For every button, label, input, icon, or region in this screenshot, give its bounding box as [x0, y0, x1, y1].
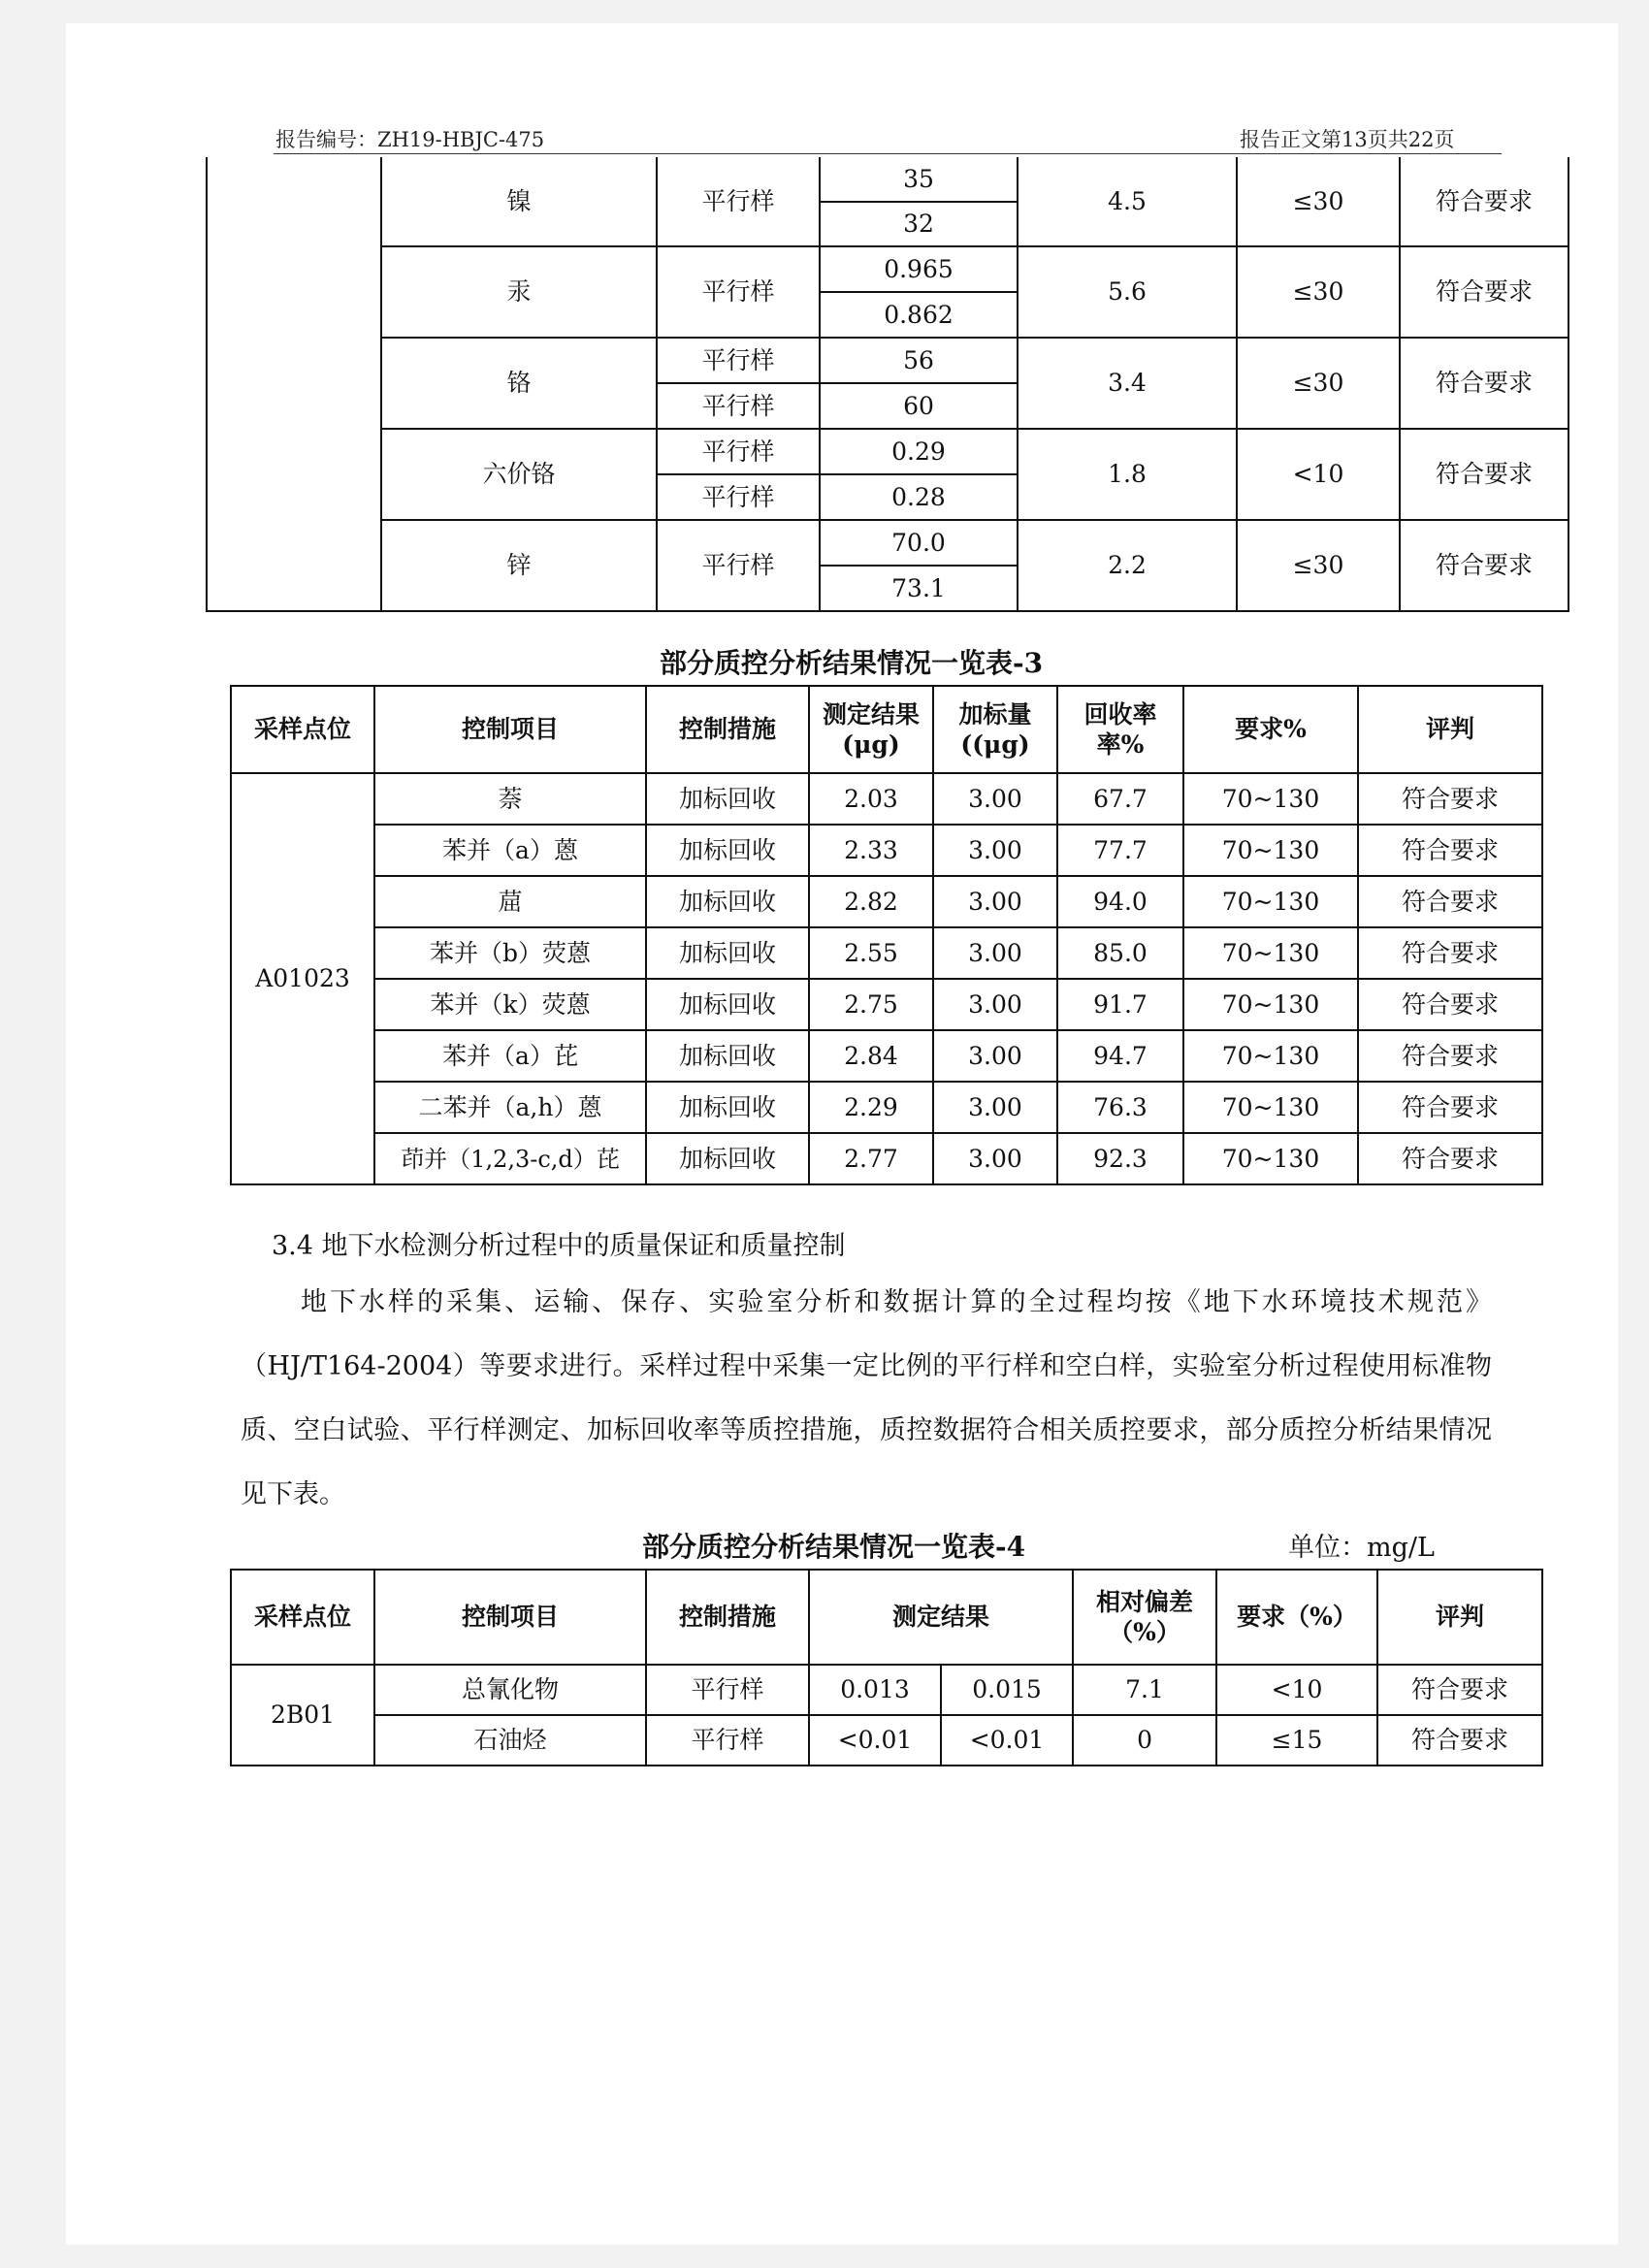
table-cell: 91.7 — [1057, 979, 1183, 1030]
table-cell: ≤30 — [1237, 157, 1400, 246]
table-cell: 加标回收 — [646, 876, 809, 927]
table-cell: 2.2 — [1018, 520, 1237, 611]
table-cell: 60 — [820, 383, 1018, 429]
table-cell: 符合要求 — [1358, 825, 1542, 876]
site-cell: 2B01 — [231, 1665, 374, 1766]
table-cell: 平行样 — [657, 474, 820, 520]
table-cell: 3.00 — [933, 979, 1057, 1030]
site-cell: A01023 — [231, 773, 374, 1184]
table-3-title: 部分质控分析结果情况一览表-3 — [660, 647, 1044, 679]
header-cell: 回收率 率% — [1057, 686, 1183, 773]
table-cell: 锌 — [381, 520, 657, 611]
table-cell: 3.4 — [1018, 338, 1237, 429]
table-cell: 94.7 — [1057, 1030, 1183, 1082]
header-cell: 要求% — [1183, 686, 1358, 773]
table-cell: 7.1 — [1073, 1665, 1216, 1715]
table-cell: 4.5 — [1018, 157, 1237, 246]
header-cell: 测定结果 — [809, 1570, 1073, 1665]
table-cell: 2.75 — [809, 979, 933, 1030]
table-cell: 平行样 — [646, 1665, 809, 1715]
table-cell: 平行样 — [657, 520, 820, 611]
qc-table-4 — [230, 1569, 1543, 1766]
table-cell: 67.7 — [1057, 773, 1183, 825]
table-cell: 2.55 — [809, 927, 933, 979]
table-cell: 85.0 — [1057, 927, 1183, 979]
table-cell: 2.33 — [809, 825, 933, 876]
table-cell: <0.01 — [941, 1715, 1073, 1766]
table-cell: 2.77 — [809, 1133, 933, 1184]
table-cell: 石油烃 — [374, 1715, 646, 1766]
table-cell: 平行样 — [646, 1715, 809, 1766]
header-cell: 采样点位 — [231, 686, 374, 773]
table-cell: 加标回收 — [646, 825, 809, 876]
table-cell: 萘 — [374, 773, 646, 825]
table-cell: 70~130 — [1183, 876, 1358, 927]
table-cell: 0.965 — [820, 246, 1018, 292]
header-rule — [274, 153, 1502, 154]
table-cell: 总氰化物 — [374, 1665, 646, 1715]
table-cell: 77.7 — [1057, 825, 1183, 876]
table-cell: 94.0 — [1057, 876, 1183, 927]
table-cell: ≤30 — [1237, 520, 1400, 611]
table-cell: 加标回收 — [646, 1133, 809, 1184]
header-cell: 控制措施 — [646, 1570, 809, 1665]
table-cell: 70~130 — [1183, 825, 1358, 876]
table-cell: 镍 — [381, 157, 657, 246]
table-cell: 䓛 — [374, 876, 646, 927]
table-cell: 加标回收 — [646, 1030, 809, 1082]
table-cell: 符合要求 — [1358, 927, 1542, 979]
table-cell: 符合要求 — [1358, 773, 1542, 825]
table-cell: 2.03 — [809, 773, 933, 825]
site-cell-empty — [207, 157, 381, 611]
table-cell: 茚并（1,2,3-c,d）芘 — [374, 1133, 646, 1184]
table-cell: 平行样 — [657, 246, 820, 338]
table-cell: 70~130 — [1183, 1133, 1358, 1184]
table-cell: 符合要求 — [1358, 876, 1542, 927]
table-cell: 苯并（a）蒽 — [374, 825, 646, 876]
table-cell: 符合要求 — [1400, 246, 1568, 338]
table-cell: 加标回收 — [646, 927, 809, 979]
header-cell: 加标量 ((μg) — [933, 686, 1057, 773]
table-cell: 符合要求 — [1400, 520, 1568, 611]
table-4-title: 部分质控分析结果情况一览表-4 — [642, 1531, 1026, 1563]
section-paragraph: 地下水样的采集、运输、保存、实验室分析和数据计算的全过程均按《地下水环境技术规范》（HJ/T164-2004）等要求进行。采样过程中采集一定比例的平行样和空白样，实验室分析过程使用标准物质、空白试验、平行样测定、加标回收率等质控措施，质控数据符合相关质控要求，部分质控分析结果情况见下表。 — [241, 1287, 1492, 1509]
table-cell: 0.013 — [809, 1665, 941, 1715]
table-cell: 3.00 — [933, 825, 1057, 876]
header-cell: 相对偏差 （%） — [1073, 1570, 1216, 1665]
table-cell: 3.00 — [933, 927, 1057, 979]
table-cell: 76.3 — [1057, 1082, 1183, 1133]
table-cell: 3.00 — [933, 773, 1057, 825]
table-cell: 符合要求 — [1358, 1133, 1542, 1184]
qc-table-2-continued — [206, 157, 1569, 612]
table-cell: 符合要求 — [1400, 338, 1568, 429]
table-cell: 铬 — [381, 338, 657, 429]
table-cell: 70.0 — [820, 520, 1018, 566]
table-cell: 2.84 — [809, 1030, 933, 1082]
table-cell: 0 — [1073, 1715, 1216, 1766]
table-cell: ≤30 — [1237, 338, 1400, 429]
table-cell: 平行样 — [657, 157, 820, 246]
table-cell: 符合要求 — [1377, 1665, 1542, 1715]
table-cell: 符合要求 — [1358, 979, 1542, 1030]
table-cell: 3.00 — [933, 876, 1057, 927]
table-cell: 苯并（k）荧蒽 — [374, 979, 646, 1030]
table-cell: 苯并（a）芘 — [374, 1030, 646, 1082]
table-cell: 符合要求 — [1358, 1082, 1542, 1133]
table-cell: 符合要求 — [1358, 1030, 1542, 1082]
table-cell: 汞 — [381, 246, 657, 338]
table-cell: 3.00 — [933, 1133, 1057, 1184]
section-heading: 3.4 地下水检测分析过程中的质量保证和质量控制 — [272, 1231, 846, 1261]
table-cell: 六价铬 — [381, 429, 657, 520]
table-cell: 32 — [820, 202, 1018, 246]
table-cell: 符合要求 — [1377, 1715, 1542, 1766]
table-cell: 0.29 — [820, 429, 1018, 474]
table-cell: 70~130 — [1183, 979, 1358, 1030]
header-cell: 控制措施 — [646, 686, 809, 773]
report-number: 报告编号：ZH19-HBJC-475 — [275, 128, 545, 151]
table-cell: <0.01 — [809, 1715, 941, 1766]
table-cell: <10 — [1237, 429, 1400, 520]
table-cell: 3.00 — [933, 1030, 1057, 1082]
header-cell: 控制项目 — [374, 1570, 646, 1665]
table-cell: 56 — [820, 338, 1018, 383]
header-cell: 测定结果 (μg) — [809, 686, 933, 773]
table-cell: ≤30 — [1237, 246, 1400, 338]
table-cell: 1.8 — [1018, 429, 1237, 520]
table-cell: 苯并（b）荧蒽 — [374, 927, 646, 979]
table-cell: 二苯并（a,h）蒽 — [374, 1082, 646, 1133]
header-cell: 评判 — [1358, 686, 1542, 773]
table-cell: 加标回收 — [646, 773, 809, 825]
header-cell: 要求（%） — [1216, 1570, 1377, 1665]
table-cell: 2.29 — [809, 1082, 933, 1133]
table-cell: 73.1 — [820, 566, 1018, 611]
table-cell: 3.00 — [933, 1082, 1057, 1133]
header-cell: 控制项目 — [374, 686, 646, 773]
page-number: 报告正文第13页共22页 — [1240, 128, 1455, 151]
table-cell: 加标回收 — [646, 979, 809, 1030]
table-cell: <10 — [1216, 1665, 1377, 1715]
table-cell: 5.6 — [1018, 246, 1237, 338]
table-cell: 2.82 — [809, 876, 933, 927]
table-cell: 0.862 — [820, 292, 1018, 338]
table-cell: 平行样 — [657, 383, 820, 429]
unit-label: 单位：mg/L — [1288, 1533, 1435, 1563]
table-cell: 70~130 — [1183, 1082, 1358, 1133]
table-cell: 70~130 — [1183, 1030, 1358, 1082]
table-cell: 35 — [820, 157, 1018, 202]
table-cell: 符合要求 — [1400, 157, 1568, 246]
table-cell: 0.015 — [941, 1665, 1073, 1715]
table-cell: 92.3 — [1057, 1133, 1183, 1184]
table-cell: 加标回收 — [646, 1082, 809, 1133]
table-cell: 平行样 — [657, 338, 820, 383]
header-cell: 采样点位 — [231, 1570, 374, 1665]
table-cell: ≤15 — [1216, 1715, 1377, 1766]
table-cell: 70~130 — [1183, 927, 1358, 979]
table-cell: 平行样 — [657, 429, 820, 474]
table-cell: 符合要求 — [1400, 429, 1568, 520]
table-cell: 0.28 — [820, 474, 1018, 520]
header-cell: 评判 — [1377, 1570, 1542, 1665]
table-cell: 70~130 — [1183, 773, 1358, 825]
qc-table-3 — [230, 685, 1543, 1185]
